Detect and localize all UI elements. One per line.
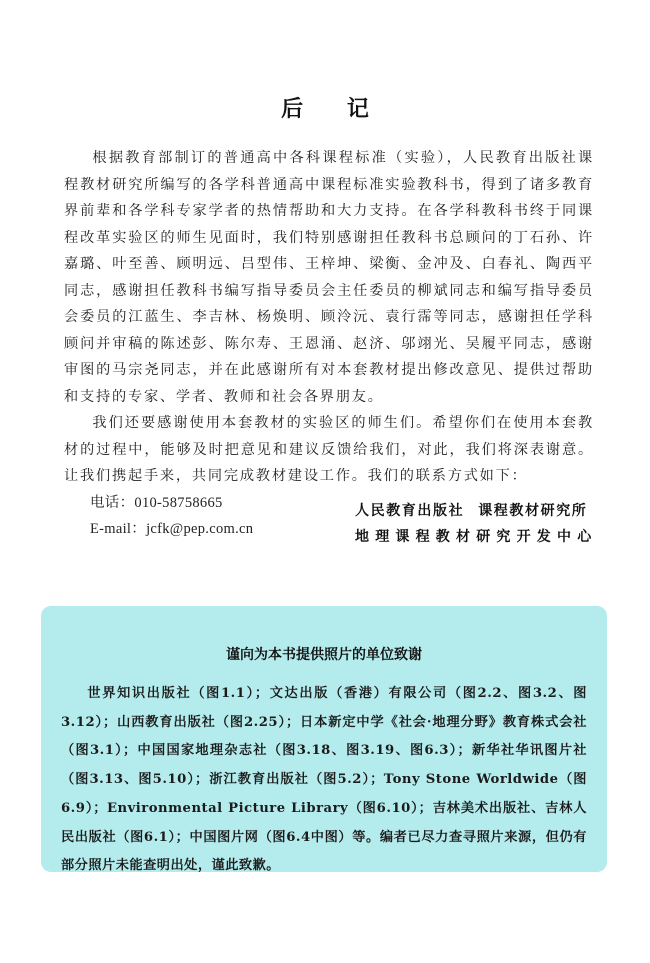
photo-credits-text: 世界知识出版社（图1.1）；文达出版（香港）有限公司（图2.2、图3.2、图3.12）；山西教育出版社（图2.25）；日本新定中学《社会·地理分野》教育株式会社（图3.1）；中国国家地理杂志社（图3.18、图3.19、图6.3）；新华社华讯图片社（图3.13、图5.10）；浙江教育出版社（图5.2）；Tony Stone Worldwide（图6.9）；Environmental Picture Library（图6.10）；吉林美术出版社、吉林人民出版社（图6.1）；中国图片网（图6.4中图）等。编者已尽力查寻照片来源，但仍有部分照片未能查明出处，谨此致歉。 (61, 686, 587, 874)
signature-center: 地理课程教材研究开发中心 (355, 529, 598, 545)
photo-credits-box (41, 606, 607, 872)
photo-credits-body (61, 680, 587, 881)
paragraph-acknowledgements: 根据教育部制订的普通高中各科课程标准（实验），人民教育出版社课程教材研究所编写的各学科普通高中课程标准实验教科书，得到了诸多教育界前辈和各学科专家学者的热情帮助和大力支持。在各学科教科书终于同课程改革实验区的师生见面时，我们特别感谢担任教科书总顾问的丁石孙、许嘉璐、叶至善、顾明远、吕型伟、王梓坤、梁衡、金冲及、白春礼、陶西平同志，感谢担任教科书编写指导委员会主任委员的柳斌同志和编写指导委员会委员的江蓝生、李吉林、杨焕明、顾泠沅、袁行霈等同志，感谢担任学科顾问并审稿的陈述彭、陈尔寿、王恩涌、赵济、邬翊光、吴履平同志，感谢审图的马宗尧同志，并在此感谢所有对本套教材提出修改意见、提供过帮助和支持的专家、学者、教师和社会各界朋友。 (64, 150, 594, 405)
page-title: 后 记 (281, 97, 387, 122)
paragraph-feedback: 我们还要感谢使用本套教材的实验区的师生们。希望你们在使用本套教材的过程中，能够及时把意见和建议反馈给我们，对此，我们将深表谢意。让我们携起手来，共同完成教材建设工作。我们的联系方式如下： (64, 415, 594, 484)
photo-credits-title: 谨向为本书提供照片的单位致谢 (226, 647, 422, 663)
signature-publisher: 人民教育出版社 (355, 503, 465, 519)
email-address[interactable]: jcfk@pep.com.cn (146, 521, 254, 537)
signature-institute: 课程教材研究所 (478, 503, 588, 519)
signature-block (355, 498, 597, 550)
afterword-body (64, 145, 594, 543)
phone-label: 电话： (90, 494, 135, 511)
signature-line-1 (355, 498, 597, 524)
email-label: E-mail： (90, 521, 147, 537)
phone-number: 010-58758665 (134, 494, 223, 511)
